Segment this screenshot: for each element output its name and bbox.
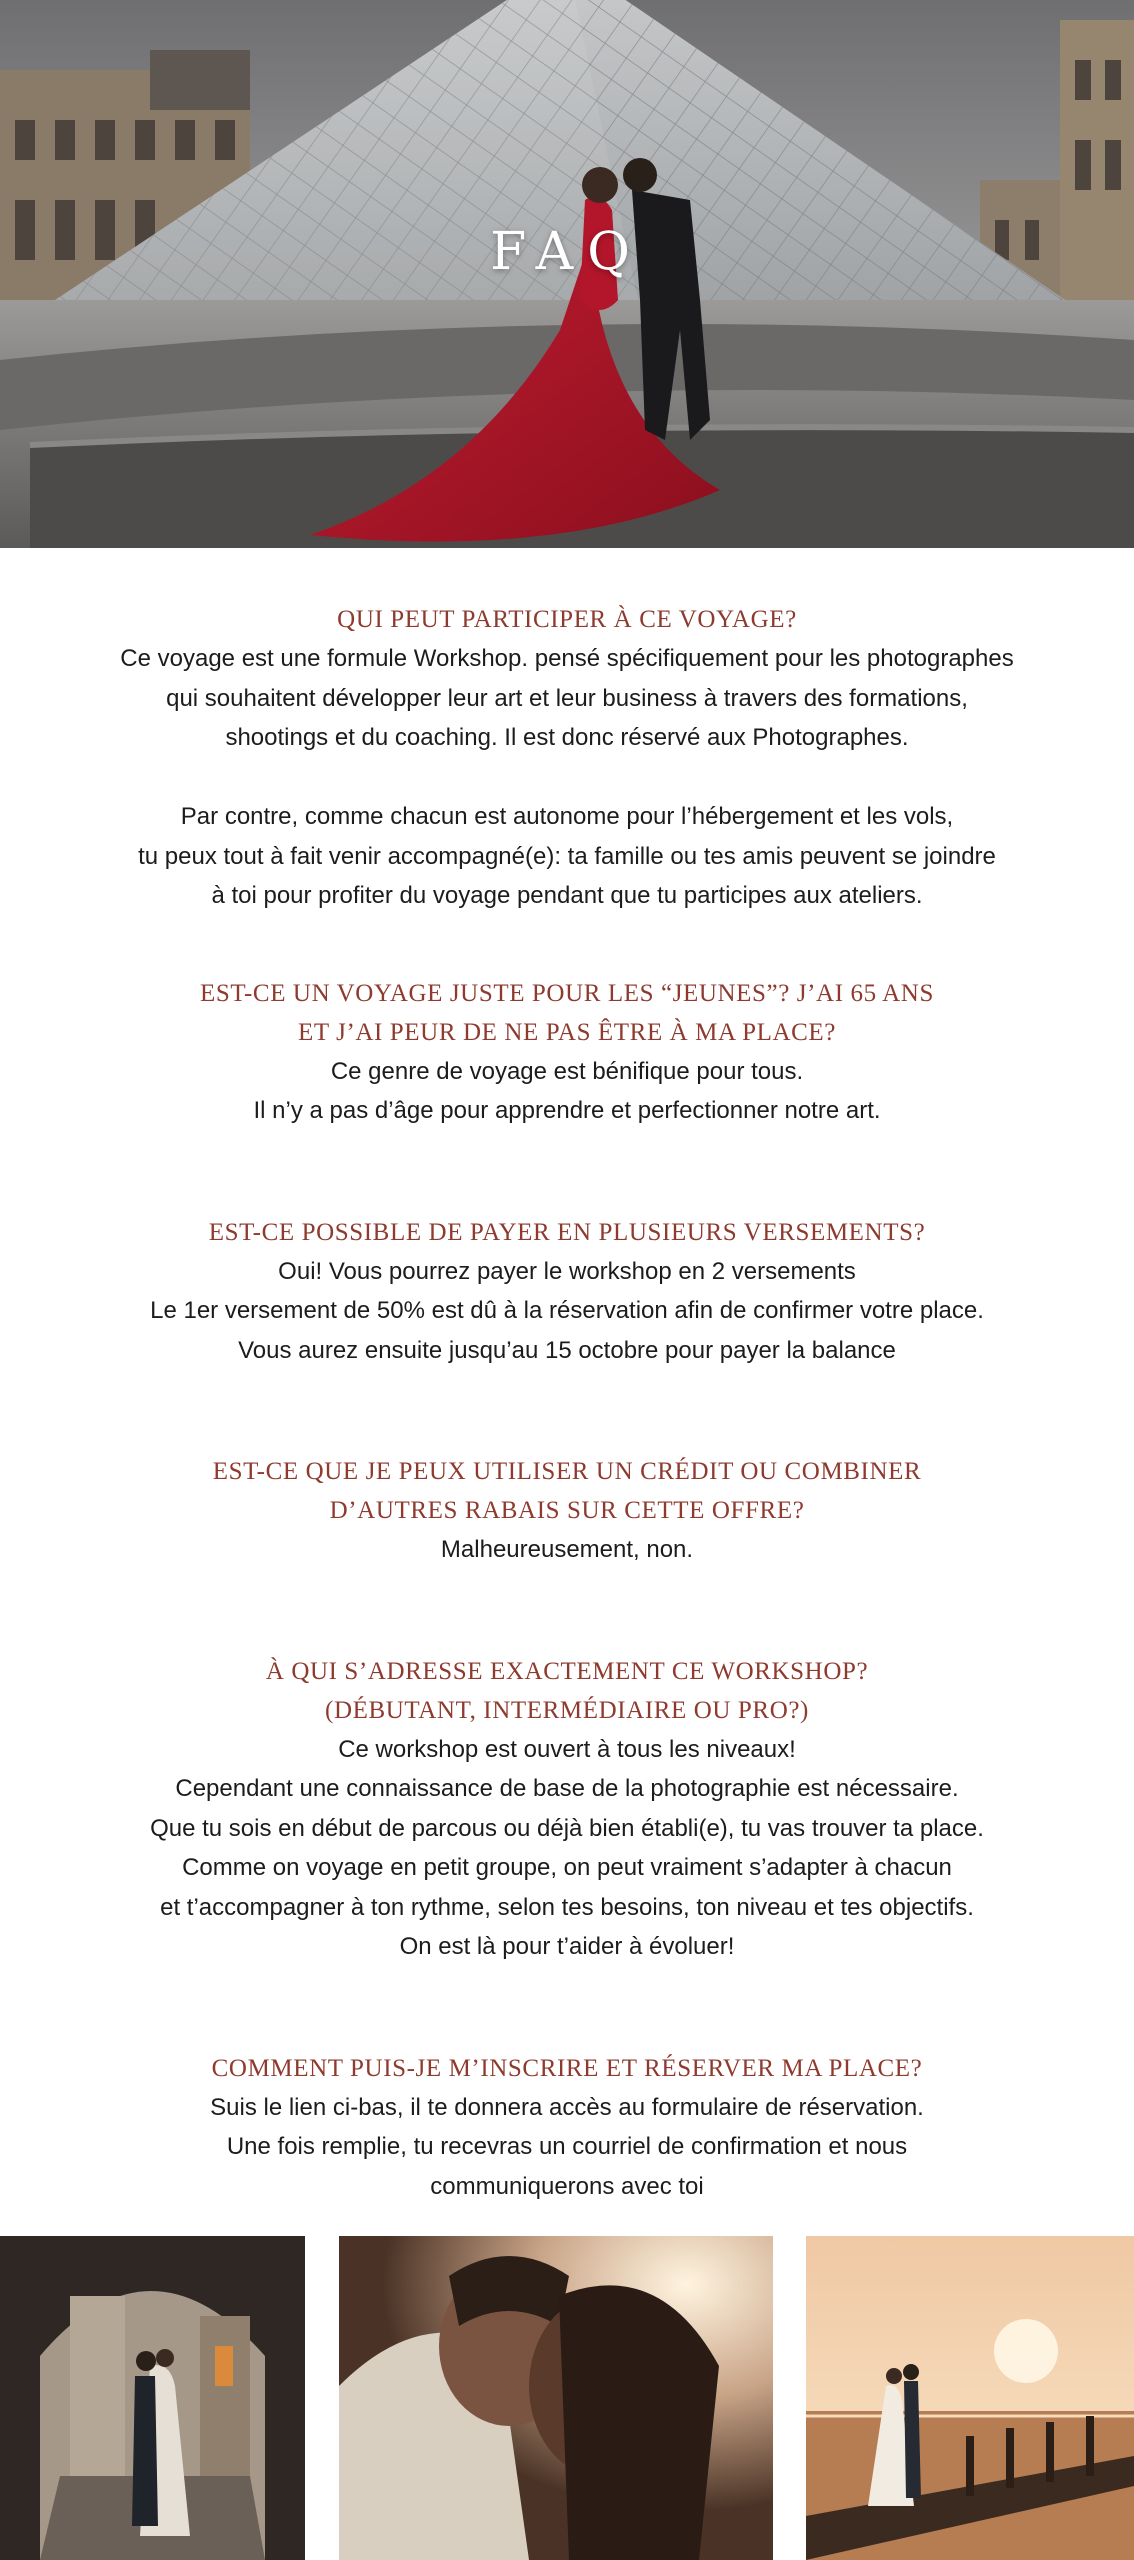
answer-line: Ce voyage est une formule Workshop. pensé spécifiquement pour les photographes xyxy=(120,645,1014,672)
answer-line: Malheureusement, non. xyxy=(440,1536,694,1563)
faq-item xyxy=(0,1452,1134,1570)
answer-line: tu peux tout à fait venir accompagné(e): ta famille ou tes amis peuvent se joindre xyxy=(138,842,996,870)
answer-line: Ce genre de voyage est bénifique pour tous. xyxy=(330,1057,804,1085)
faq-question xyxy=(0,1652,1134,1730)
answer-line: Le 1er versement de 50% est dû à la réservation afin de confirmer votre place. xyxy=(150,1297,984,1324)
question-line: EST-CE QUE JE PEUX UTILISER UN CRÉDIT OU COMBINER xyxy=(212,1458,922,1485)
hero-banner xyxy=(0,0,1134,548)
faq-question xyxy=(0,600,1134,639)
answer-line: qui souhaitent développer leur art et leur business à travers des formations, xyxy=(166,684,968,712)
page-title: FAQ xyxy=(490,222,644,282)
couple-stone-archway-photo xyxy=(0,2236,305,2560)
question-line: D’AUTRES RABAIS SUR CETTE OFFRE? xyxy=(329,1497,805,1524)
faq-answer xyxy=(0,1252,1134,1371)
question-line: EST-CE POSSIBLE DE PAYER EN PLUSIEURS VERSEMENTS? xyxy=(208,1218,926,1246)
answer-line: On est là pour t’aider à évoluer! xyxy=(399,1933,735,1960)
answer-line: Oui! Vous pourrez payer le workshop en 2 versements xyxy=(278,1257,856,1285)
question-line: QUI PEUT PARTICIPER À CE VOYAGE? xyxy=(337,606,797,633)
faq-answer xyxy=(0,1730,1134,1967)
answer-line: et t’accompagner à ton rythme, selon tes besoins, ton niveau et tes objectifs. xyxy=(160,1893,974,1921)
answer-line: Que tu sois en début de parcous ou déjà bien établi(e), tu vas trouver ta place. xyxy=(150,1814,984,1842)
faq-item xyxy=(0,1652,1134,1967)
faq-item xyxy=(0,2049,1134,2207)
answer-line: Il n’y a pas d’âge pour apprendre et perfectionner notre art. xyxy=(253,1097,881,1124)
faq-question xyxy=(0,1213,1134,1252)
faq-question xyxy=(0,974,1134,1052)
gallery-photo-1 xyxy=(0,2236,305,2560)
faq-answer xyxy=(0,1052,1134,1131)
faq-question xyxy=(0,1452,1134,1530)
faq-section xyxy=(0,600,1134,2206)
answer-line: communiquerons avec toi xyxy=(430,2172,704,2200)
question-line: À QUI S’ADRESSE EXACTEMENT CE WORKSHOP? xyxy=(265,1657,869,1685)
faq-item xyxy=(0,1213,1134,1371)
answer-line: Par contre, comme chacun est autonome pour l’hébergement et les vols, xyxy=(180,803,954,830)
question-line: ET J’AI PEUR DE NE PAS ÊTRE À MA PLACE? xyxy=(297,1018,836,1046)
question-line: EST-CE UN VOYAGE JUSTE POUR LES “JEUNES”? J’AI 65 ANS xyxy=(200,979,934,1007)
answer-line: Ce workshop est ouvert à tous les niveaux! xyxy=(338,1735,796,1763)
faq-answer xyxy=(0,2088,1134,2207)
faq-question xyxy=(0,2049,1134,2088)
faq-item xyxy=(0,974,1134,1131)
faq-answer xyxy=(0,639,1134,916)
question-line: (DÉBUTANT, INTERMÉDIAIRE OU PRO?) xyxy=(325,1696,809,1724)
gallery-photo-2 xyxy=(339,2236,773,2560)
faq-item xyxy=(0,600,1134,916)
answer-line: Une fois remplie, tu recevras un courriel de confirmation et nous xyxy=(226,2133,908,2160)
couple-sunset-pier-photo xyxy=(806,2236,1134,2560)
answer-line: Comme on voyage en petit groupe, on peut vraiment s’adapter à chacun xyxy=(182,1854,952,1881)
question-line: COMMENT PUIS-JE M’INSCRIRE ET RÉSERVER MA PLACE? xyxy=(211,2054,923,2082)
answer-line: Vous aurez ensuite jusqu’au 15 octobre pour payer la balance xyxy=(238,1336,896,1364)
couple-kiss-closeup-photo xyxy=(339,2236,773,2560)
answer-line: shootings et du coaching. Il est donc réservé aux Photographes. xyxy=(225,724,909,751)
answer-line: à toi pour profiter du voyage pendant que tu participes aux ateliers. xyxy=(211,882,923,909)
gallery-photo-3 xyxy=(806,2236,1134,2560)
answer-line: Suis le lien ci-bas, il te donnera accès au formulaire de réservation. xyxy=(210,2093,924,2121)
faq-answer xyxy=(0,1530,1134,1570)
answer-line: Cependant une connaissance de base de la photographie est nécessaire. xyxy=(175,1775,959,1802)
